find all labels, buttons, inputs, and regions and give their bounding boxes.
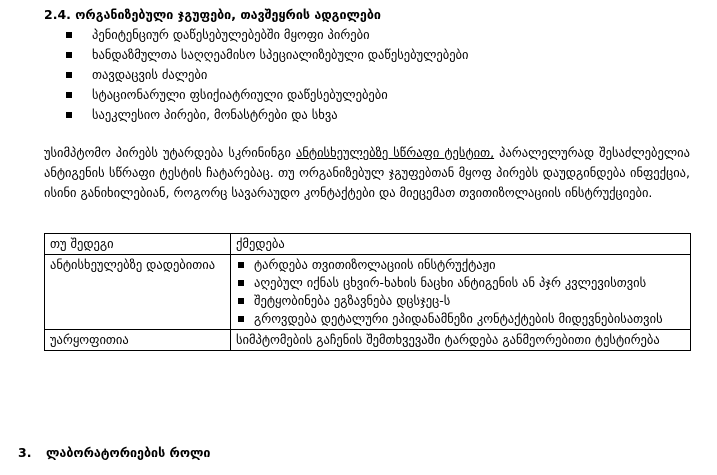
row-label-positive: ანტისხეულებზე დადებითია	[45, 255, 231, 330]
action-item: შეტყობინება ეგზავნება დცსჯეც-ს	[236, 292, 685, 310]
action-list	[236, 256, 685, 328]
section-title: ლაბორატორიების როლი	[46, 445, 211, 460]
section-number: 3.	[18, 445, 32, 460]
paragraph-text: პარალელურად შესაძლებელია ანტიგენის სწრაფი ტესტის ჩატარებაც. თუ ორგანიზებულ ჯგუფებთან მყოფ პირებს დაუდგინდება ინფექცია, ისინი განიხილებიან, როგორც სავარაუდო კონტაქტები და მიეცემათ თვითიზოლაციის ინსტრუქციები.	[44, 145, 690, 200]
table-header-row	[45, 234, 691, 255]
list-item: თავდაცვის ძალები	[62, 65, 468, 85]
action-item: გროვდება დეტალური ეპიდანამნეზი კონტაქტების მიდევნებისათვის	[236, 310, 685, 328]
section-3-heading	[18, 444, 210, 462]
action-item: აღებულ იქნას ცხვირ-ხახის ნაცხი ანტიგენის ან პჯრ კვლევისთვის	[236, 274, 685, 292]
action-text: სიმპტომების გაჩენის შემთხვევაში ტარდება განმეორებითი ტესტირება	[231, 330, 691, 351]
list-item: სტაციონარული ფსიქიატრიული დაწესებულებები	[62, 85, 468, 105]
column-header-action: ქმედება	[231, 234, 691, 255]
list-item: ხანდაზმულთა საღღეამისო სპეციალიზებული დაწესებულებები	[62, 45, 468, 65]
list-item: საეკლესიო პირები, მონასტრები და სხვა	[62, 105, 468, 125]
list-item: პენიტენციურ დაწესებულებებში მყოფი პირები	[62, 25, 468, 45]
action-cell	[231, 255, 691, 330]
action-item: ტარდება თვითიზოლაციის ინსტრუქტაჟი	[236, 256, 685, 274]
result-action-table	[44, 233, 691, 351]
table-row	[45, 330, 691, 351]
section-heading: 2.4. ორგანიზებული ჯგუფები, თავშეყრის ადგილები	[44, 7, 381, 22]
row-label-negative: უარყოფითია	[45, 330, 231, 351]
bullet-list	[62, 25, 468, 125]
underlined-text: ანტისხეულებზე სწრაფი ტესტით,	[296, 145, 495, 160]
body-paragraph	[44, 143, 690, 203]
paragraph-text: უსიმპტომო პირებს უტარდება სკრინინგი	[44, 145, 297, 160]
column-header-result: თუ შედეგი	[45, 234, 231, 255]
table-row	[45, 255, 691, 330]
